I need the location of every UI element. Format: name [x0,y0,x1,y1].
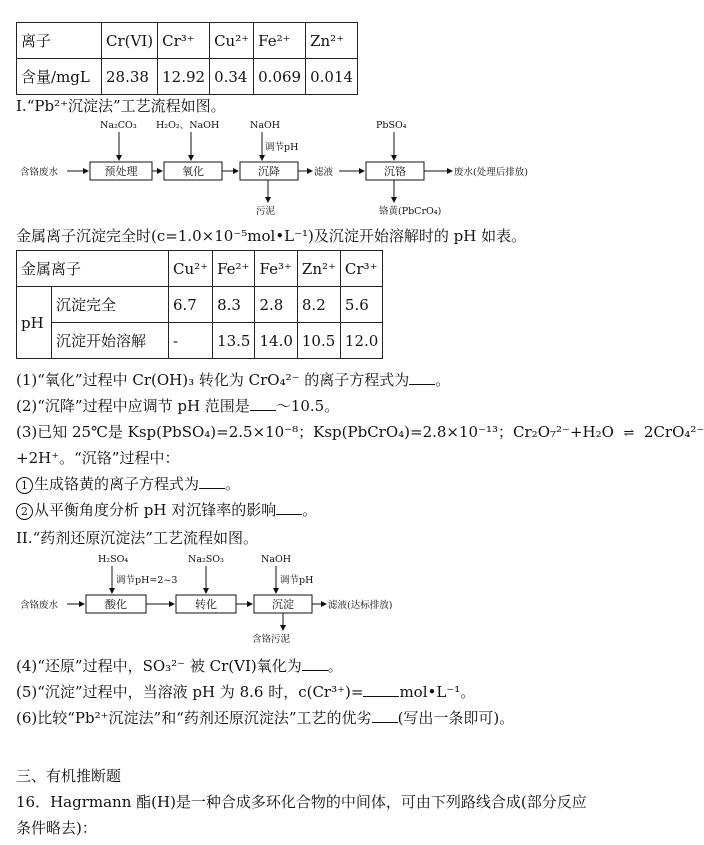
question-4: (4)“还原”过程中，SO₃²⁻ 被 Cr(VI)氧化为 。 [16,657,343,675]
question-16-line-2: 条件略去)： [16,819,97,837]
table-row [17,323,383,359]
table-cell: - [169,323,213,359]
question-5: (5)“沉淀”过程中，当溶液 pH 为 8.6 时，c(Cr³⁺)= mol•L⁻¹。 [16,683,476,701]
process-flow-diagram-2 [16,552,476,648]
ph-table [16,250,383,359]
table-row [17,287,383,323]
question-3-2: 2 从平衡角度分析 pH 对沉锋率的影响 。 [16,500,317,520]
sludge-label: 含铬污泥 [252,634,291,645]
flow-step: 沉淀 [272,598,294,611]
question-3: (3)已知 25℃是 Ksp(PbSO₄)=2.5×10⁻⁸；Ksp(PbCrO₄)=2.8×10⁻¹³；Cr₂O₇²⁻+H₂O ⇌ 2CrO₄²⁻ [16,422,704,444]
flow-step: 沉铬 [384,165,406,178]
flow-start-label: 含铬废水 [20,600,59,611]
table-cell: 0.34 [210,59,254,95]
table-cell: 6.7 [169,287,213,323]
table-cell: 5.6 [340,287,382,323]
answer-blank [372,708,398,723]
question-3-cont: +2H⁺。“沉铬”过程中： [16,449,180,467]
reagent-label: H₂O₂、NaOH [156,120,220,131]
table-row [17,59,358,95]
table-cell: Zn²⁺ [297,251,340,287]
table-cell: 含量/mgL [17,59,102,95]
ion-content-table [16,22,358,95]
table-cell: 金属离子 [17,251,169,287]
sludge-label: 污泥 [256,206,276,217]
flow-step: 沉降 [258,165,280,178]
table-cell: 14.0 [255,323,297,359]
table-cell: 8.3 [213,287,255,323]
section-title: I.“Pb²⁺沉淀法”工艺流程如图。 [16,97,226,115]
table-cell: 10.5 [297,323,340,359]
flow-start-label: 含铬废水 [20,167,59,178]
circled-number: 2 [16,503,33,520]
table-cell: Cr³⁺ [158,23,210,59]
answer-blank [276,500,302,515]
filtrate-label: 滤液 [314,167,334,178]
adjust-label: 调节pH [280,575,314,586]
reagent-label: PbSO₄ [376,120,407,131]
section-title: II.“药剂还原沉淀法”工艺流程如图。 [16,529,258,547]
table-cell: 沉淀完全 [52,287,169,323]
reagent-label: Na₂SO₃ [188,554,224,565]
table-cell: Cr(VI) [102,23,158,59]
table-cell: 2.8 [255,287,297,323]
table-row [17,23,358,59]
reagent-label: NaOH [250,120,281,131]
answer-blank [409,370,435,385]
question-6: (6)比较“Pb²⁺沉淀法”和“药剂还原沉淀法”工艺的优劣 (写出一条即可)。 [16,709,515,727]
table-cell: 沉淀开始溶解 [52,323,169,359]
flow-step: 预处理 [104,165,138,178]
reagent-label: Na₂CO₃ [100,120,137,131]
table-cell: pH [17,287,52,359]
table-cell: Fe³⁺ [255,251,297,287]
flow-end-label: 滤液(达标排放) [328,600,393,611]
equilibrium-arrow-icon: ⇌ [623,426,635,441]
table-cell: Cu²⁺ [210,23,254,59]
flow-step: 酸化 [105,598,127,611]
table-cell: Fe²⁺ [213,251,255,287]
ph-intro-text: 金属离子沉淀完全时(c=1.0×10⁻⁵mol•L⁻¹)及沉淀开始溶解时的 pH 如表。 [16,227,527,245]
circled-number: 1 [16,477,33,494]
table-cell: 13.5 [213,323,255,359]
table-cell: 28.38 [102,59,158,95]
adjust-label: 调节pH [265,142,299,153]
section-title: 三、有机推断题 [16,767,122,785]
table-cell: 离子 [17,23,102,59]
reagent-label: H₂SO₄ [98,554,129,565]
answer-blank [199,474,225,489]
table-cell: Fe²⁺ [254,23,306,59]
flow-step: 转化 [195,598,217,611]
question-1: (1)“氧化”过程中 Cr(OH)₃ 转化为 CrO₄²⁻ 的离子方程式为 。 [16,371,451,389]
flow-end-label: 废水(处理后排放) [454,167,528,178]
answer-blank [363,682,399,697]
adjust-label: 调节pH=2~3 [116,575,178,586]
product-label: 铬黄(PbCrO₄) [379,206,442,217]
process-flow-diagram-1 [16,118,556,222]
question-3-1: 1 生成铬黄的离子方程式为 。 [16,474,240,494]
table-cell: 8.2 [297,287,340,323]
answer-blank [302,656,328,671]
question-16-line-1: 16．Hagrmann 酯(H)是一种合成多环化合物的中间体，可由下列路线合成(部分反应 [16,793,587,811]
table-cell: 0.014 [306,59,358,95]
reagent-label: NaOH [261,554,292,565]
question-2: (2)“沉降”过程中应调节 pH 范围是 ～10.5。 [16,397,340,415]
table-cell: Zn²⁺ [306,23,358,59]
table-cell: 0.069 [254,59,306,95]
answer-blank [250,396,276,411]
table-row [17,251,383,287]
table-cell: Cu²⁺ [169,251,213,287]
table-cell: 12.0 [340,323,382,359]
table-cell: Cr³⁺ [340,251,382,287]
table-cell: 12.92 [158,59,210,95]
flow-step: 氧化 [182,165,204,178]
